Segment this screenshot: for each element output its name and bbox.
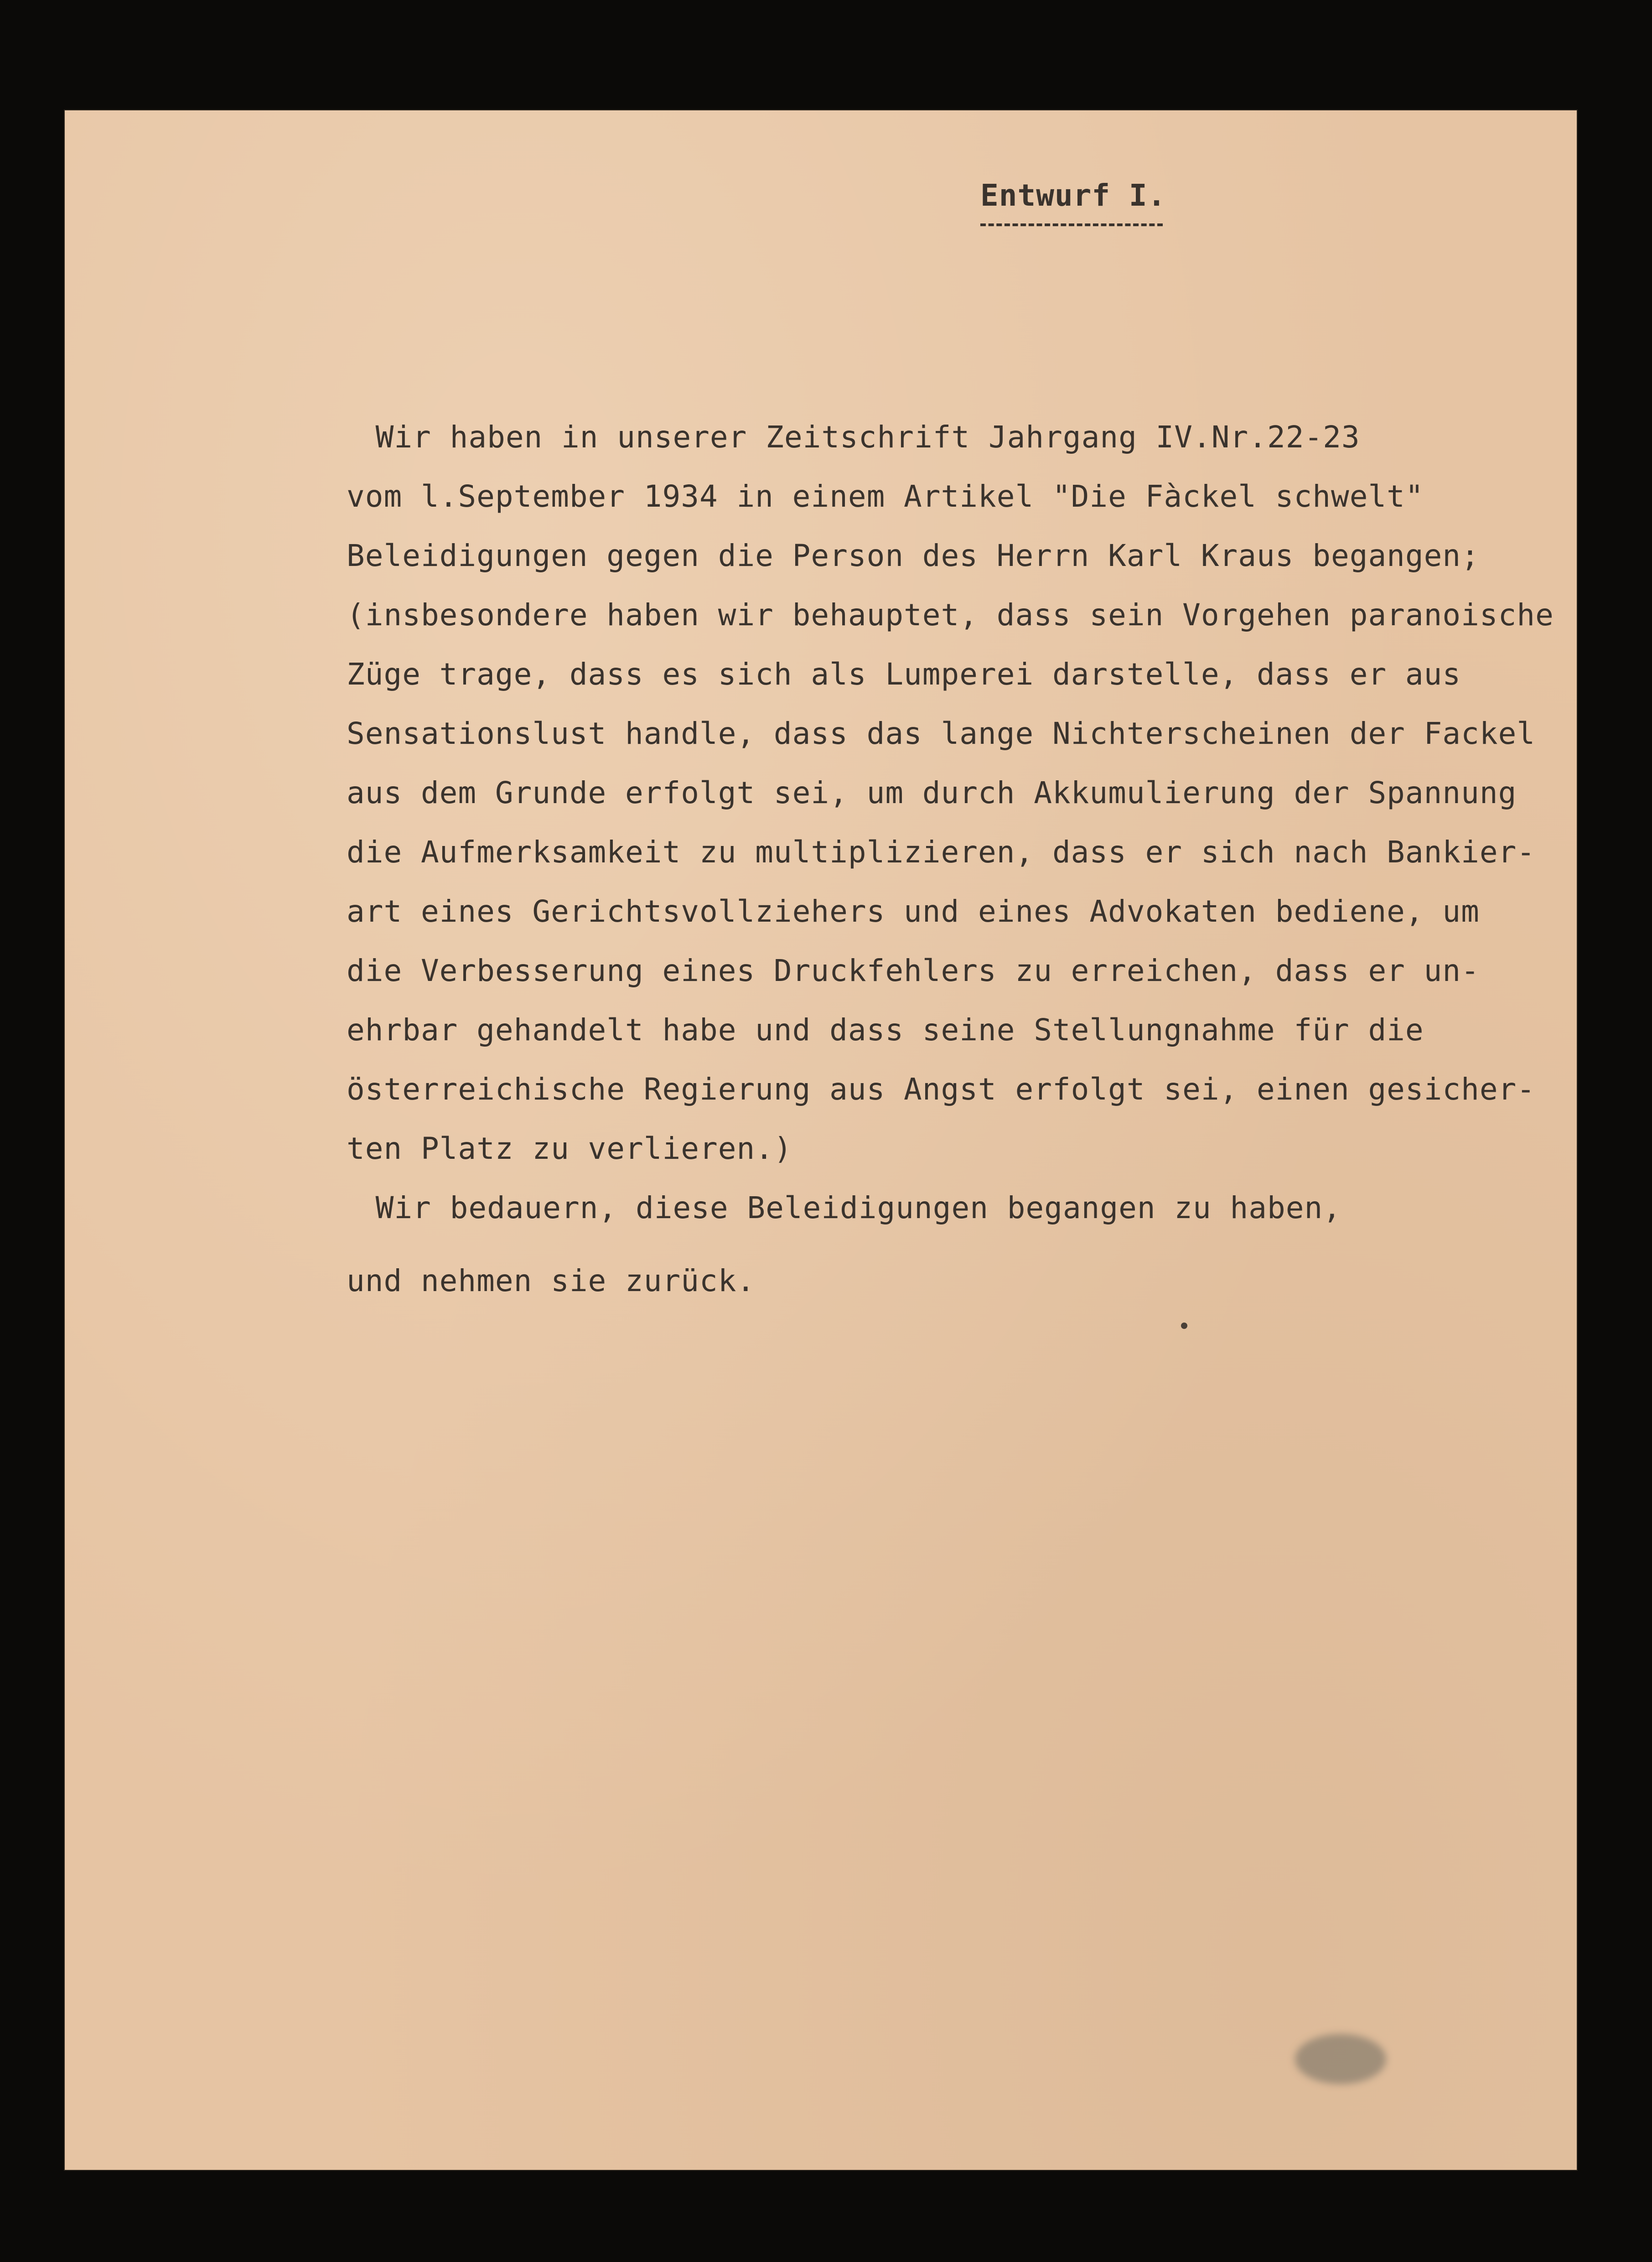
heading-underline xyxy=(980,223,1163,226)
text-line-15: und nehmen sie zurück. xyxy=(347,1263,756,1298)
text-line-10: die Verbesserung eines Druckfehlers zu erreichen, dass er un- xyxy=(347,953,1480,988)
text-line-8: die Aufmerksamkeit zu multiplizieren, dass er sich nach Bankier- xyxy=(347,835,1536,870)
text-line-5: Züge trage, dass es sich als Lumperei darstelle, dass er aus xyxy=(347,657,1461,692)
paper-sheet xyxy=(64,109,1578,2171)
ink-speck xyxy=(1181,1323,1187,1329)
text-line-2: vom l.September 1934 in einem Artikel "Die Fàckel schwelt" xyxy=(347,479,1424,514)
text-line-7: aus dem Grunde erfolgt sei, um durch Akkumulierung der Spannung xyxy=(347,775,1517,810)
text-line-11: ehrbar gehandelt habe und dass seine Stellungnahme für die xyxy=(347,1012,1424,1048)
text-line-6: Sensationslust handle, dass das lange Nichterscheinen der Fackel xyxy=(347,716,1536,751)
text-line-9: art eines Gerichtsvollziehers und eines Advokaten bediene, um xyxy=(347,894,1480,929)
text-line-1: Wir haben in unserer Zeitschrift Jahrgang IV.Nr.22-23 xyxy=(283,420,1360,455)
document-heading: Entwurf I. xyxy=(980,178,1166,213)
text-line-3: Beleidigungen gegen die Person des Herrn Karl Kraus begangen; xyxy=(347,538,1480,573)
text-line-12: österreichische Regierung aus Angst erfolgt sei, einen gesicher- xyxy=(347,1072,1536,1107)
paper-stain xyxy=(1295,2034,1386,2084)
text-line-14: Wir bedauern, diese Beleidigungen begangen zu haben, xyxy=(283,1190,1341,1225)
text-line-13: ten Platz zu verlieren.) xyxy=(347,1131,792,1166)
text-line-4: (insbesondere haben wir behauptet, dass sein Vorgehen paranoische xyxy=(347,597,1554,633)
